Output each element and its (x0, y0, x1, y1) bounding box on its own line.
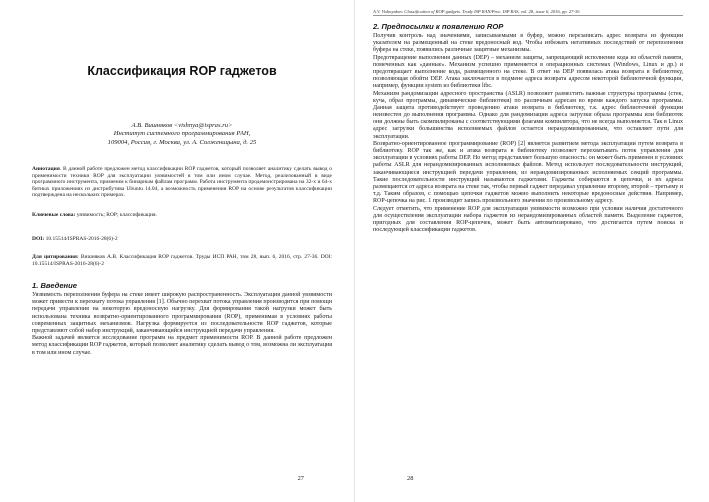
author-name: А.В. Вишняков <vishnya@ispras.ru> (131, 122, 233, 129)
author-affiliation: Институт системного программирования РАН, (113, 130, 251, 138)
left-page-content (32, 0, 332, 502)
right-page-content (373, 0, 683, 502)
keywords-text: уязвимость; ROP; классификация. (75, 212, 157, 218)
section-prerequisites (373, 22, 683, 234)
left-page (0, 0, 354, 502)
body-paragraph-1: Получив контроль над значениями, записываемыми в буфер, можно перезаписать адрес возврата из функции указателем на размещенный на стеке вредоносный код. Чтобы избежать негативных последствий от переполнения буфера на стеке, появились различные защитные механизмы. (373, 33, 683, 54)
abstract-text: . В данной работе предложен метод классификации ROP гаджетов, который позволяет аналитику сделать вывод о применимости техники ROP для эксплуатации уязвимостей в том или ином случае. Метод, реализованный в виде программного инструмента, применим к бинарным файлам программ. Работа инструмента продемонстрирована на 32-х и 64-х битных приложениях из дистрибутива Ubuntu 14.04, а возможность применения ROP на основе результатов классификации подтверждена на нескольких примерах. (32, 166, 332, 199)
keywords (32, 212, 332, 219)
section-heading-intro: 1. Введение (32, 281, 78, 290)
intro-paragraph-1: Уязвимость переполнения буфера на стеке имеет широкую распространенность. Эксплуатация данной уязвимости может привести к перехвату потока управления [1]. Обычно перехват потока управления производится при помощи передачи управления на некоторую вредоносную нагрузку. Для формирования такой нагрузки может быть использована техника возвратно-ориентированного программирования (ROP), применимая в условиях работы современных защитных механизмов. Нагрузка формируется из последовательности ROP гаджетов, которые представляют собой набор инструкций, заканчивающийся инструкцией передачи управления. (32, 292, 332, 334)
doi (32, 236, 332, 243)
introduction-section (32, 281, 332, 357)
body-paragraph-2: Предотвращение выполнения данных (DEP) – механизм защиты, запрещающий исполнение кода из областей памяти, помеченных как «данные». Механизм успешно применяется в операционных системах (Windows, Linux и др.) и предотвращает выполнение кода, размещенного на стеке. В ответ на DEP появилась атака возврата в библиотеку, позволяющая обойти DEP. Атака заключается в подмене адреса возврата адресом некоторой библиотечной функции, например, функции system из библиотеки libc. (373, 54, 683, 90)
paper-title: Классификация ROP гаджетов (87, 64, 277, 78)
abstract-label: Аннотация (32, 166, 60, 172)
intro-paragraph-2: Важной задачей является исследование программ на предмет применимости ROP. В данной работе предложен метод классификации ROP гаджетов, который позволяет аналитику сделать вывод о том, возможна ли эксплуатация в том или ином случае. (32, 335, 332, 356)
author-block (32, 122, 332, 147)
running-head: A.V. Vishnyakov. Classification of ROP gadgets. Trudy ISP RAN/Proc. ISP RAS, vol. 28, issue 6, 2016, pp. 27-36 (373, 9, 683, 16)
section-heading-prerequisites: 2. Предпосылки к появлению ROP (373, 22, 504, 31)
body-paragraph-3: Механизм рандомизации адресного пространства (ASLR) позволяет разместить важные структуры программы (стек, куча, образ программы, динамические библиотеки) по различным адресам во время каждого запуска программы. Данная защита противодействует проведению атаки возврата в библиотеку, т.к. адрес библиотечной функции неизвестен до выполнения программы. Однако для рандомизации адреса загрузки образа программы или библиотек они должны быть скомпилированы с соответствующими флагами компилятора, что не всегда выполняется. Так в Linux адрес загрузки большинства исполняемых файлов остается нерандомизированным, что оставляет пути для эксплуатации. (373, 90, 683, 140)
body-paragraph-4: Возвратно-ориентированное программирование (ROP) [2] является развитием метода эксплуатации путем возврата в библиотеку. ROP так же, как и атака возврата в библиотеку позволяет перехватывать поток управления для эксплуатации в условиях работы DEP. Но метод представляет большую опасность: он может быть применен в условиях работы ASLR для нерандомизированных исполняемых файлов. Метод использует последовательности инструкций, заканчивающиеся инструкцией передачи управления, из нерандомизированных исполняемых секций программы. Такие последовательности инструкций называются гаджетами. Гаджеты собираются в цепочки, и их адреса размещаются от адреса возврата на стеке так, чтобы первый гаджет передавал управление второму, второй – третьему и т.д. Таким образом, с помощью цепочки гаджетов можно выполнить некоторые вредоносные действия. Например, ROP-цепочка на рис. 1 производит запись произвольного значения по произвольному адресу. (373, 140, 683, 205)
body-paragraph-5: Следует отметить, что применение ROP для эксплуатации уязвимости возможно при условии наличия достаточного для осуществления эксплуатации набора гаджетов из нерандомизированных областей памяти. Выделение гаджетов, пригодных для составления ROP-цепочек, может быть автоматизировано, что достигается путем поиска и последующей классификации гаджетов. (373, 205, 683, 234)
citation (32, 254, 332, 267)
citation-text: Вишняков А.В. Классификация ROP гаджетов. Труды ИСП РАН, том 28, вып. 6, 2016, стр. 27-36. DOI: 10.15514/ISPRAS-2016-28(6)-2 (32, 254, 333, 267)
author-address: 109004, Россия, г. Москва, ул. А. Солженицына, д. 25 (107, 138, 257, 146)
keywords-label: Ключевые слова: (32, 212, 76, 218)
abstract (32, 166, 332, 199)
citation-label: Для цитирования: (32, 254, 79, 260)
right-page (355, 0, 709, 502)
page-number-left: 27 (297, 475, 304, 482)
page-number-right: 28 (407, 475, 414, 482)
doi-label: DOI: (32, 236, 45, 242)
doi-text: 10.15514/ISPRAS-2016-28(6)-2 (44, 236, 118, 242)
